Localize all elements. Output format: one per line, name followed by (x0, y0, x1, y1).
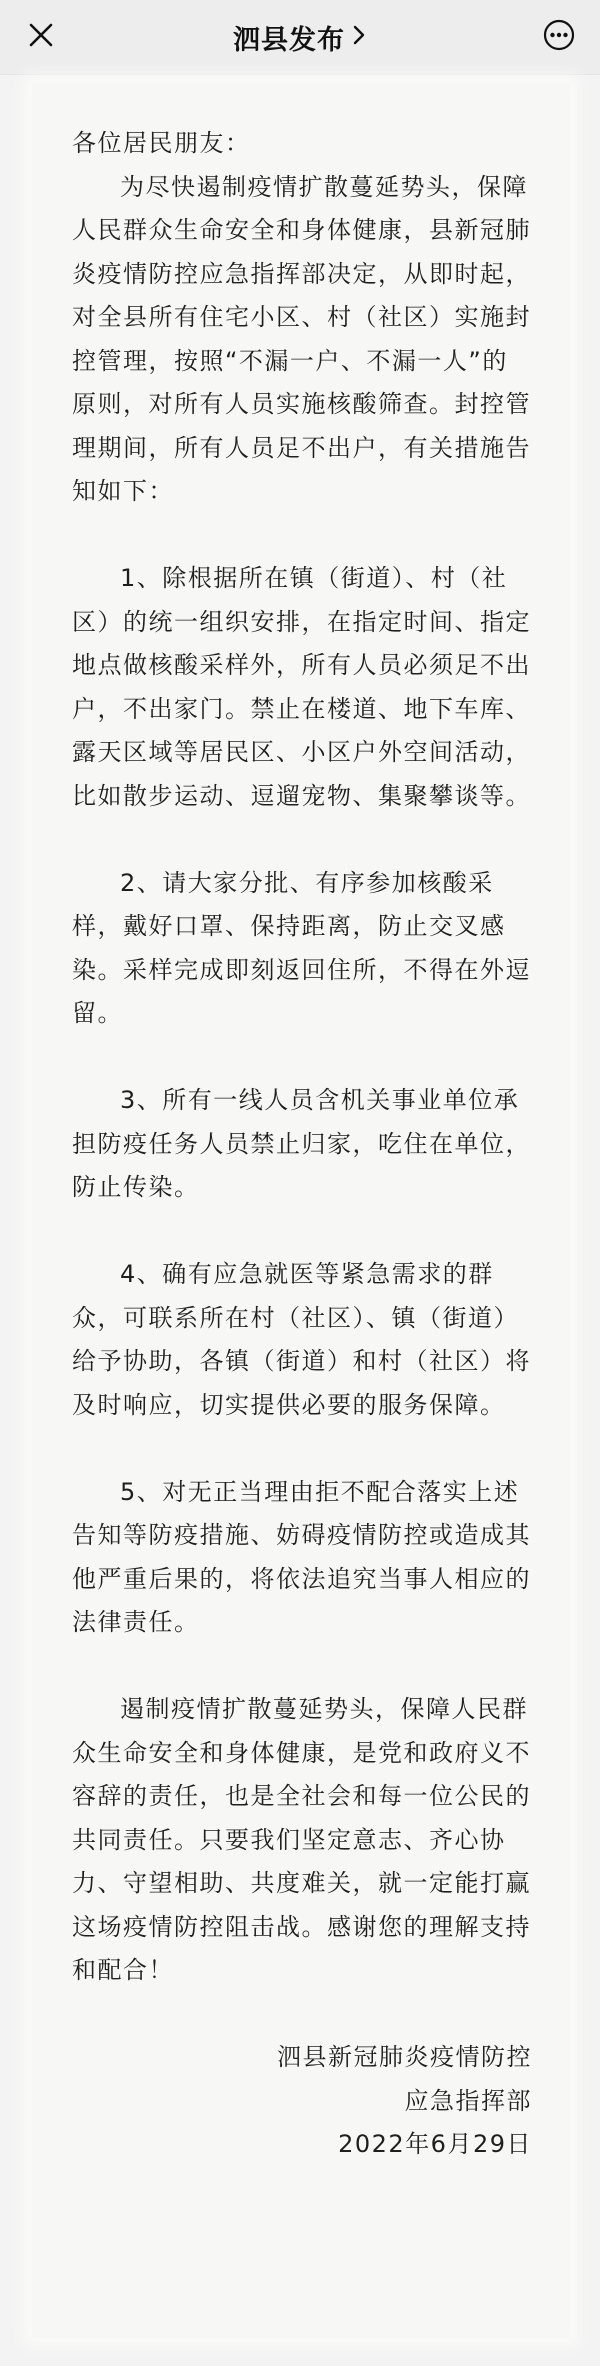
closing-paragraph: 遏制疫情扩散蔓延势头，保障人民群众生命安全和身体健康，是党和政府义不容辞的责任，也是全社会和每一位公民的共同责任。只要我们坚定意志、齐心协力、守望相助、共度难关，就一定能打赢这场疫情防控阻击战。感谢您的理解支持和配合！ (72, 1695, 531, 1984)
measure-item-5: 5、对无正当理由拒不配合落实上述告知等防疫措施、妨碍疫情防控或造成其他严重后果的，将依法追究当事人相应的法律责任。 (72, 1477, 531, 1636)
close-button[interactable] (22, 18, 60, 56)
signature-org-line2: 应急指挥部 (404, 2086, 532, 2115)
signature-block (72, 2036, 532, 2167)
measure-item-1: 1、除根据所在镇（街道）、村（社区）的统一组织安排，在指定时间、指定地点做核酸采样外，所有人员必须足不出户，不出家门。禁止在楼道、地下车库、露天区域等居民区、小区户外空间活动，比如散步运动、逗遛宠物、集聚攀谈等。 (72, 564, 531, 810)
signature-org-line1: 泗县新冠肺炎疫情防控 (277, 2043, 532, 2071)
measure-item-3: 3、所有一线人员含机关事业单位承担防疫任务人员禁止归家，吃住在单位，防止传染。 (72, 1086, 531, 1201)
page-title: 泗县发布 (233, 24, 345, 56)
signature-date: 2022年6月29日 (338, 2130, 532, 2158)
notice-letter (72, 122, 532, 2167)
chevron-right-icon (351, 24, 367, 50)
close-icon (27, 21, 55, 53)
measure-item-4: 4、确有应急就医等紧急需求的群众，可联系所在村（社区）、镇（街道）给予协助，各镇（街道）和村（社区）将及时响应，切实提供必要的服务保障。 (72, 1260, 531, 1419)
nav-bar (0, 0, 600, 75)
more-dots-icon (542, 18, 576, 56)
salutation: 各位居民朋友： (72, 129, 251, 157)
more-button[interactable] (540, 18, 578, 56)
measure-item-2: 2、请大家分批、有序参加核酸采样，戴好口罩、保持距离，防止交叉感染。采样完成即刻返回住所，不得在外逗留。 (72, 868, 531, 1027)
intro-paragraph: 为尽快遏制疫情扩散蔓延势头，保障人民群众生命安全和身体健康，县新冠肺炎疫情防控应急指挥部决定，从即时起，对全县所有住宅小区、村（社区）实施封控管理，按照“不漏一户、不漏一人”的原则，对所有人员实施核酸筛查。封控管理期间，所有人员足不出户，有关措施告知如下： (72, 172, 531, 505)
account-title-button[interactable] (233, 18, 367, 57)
